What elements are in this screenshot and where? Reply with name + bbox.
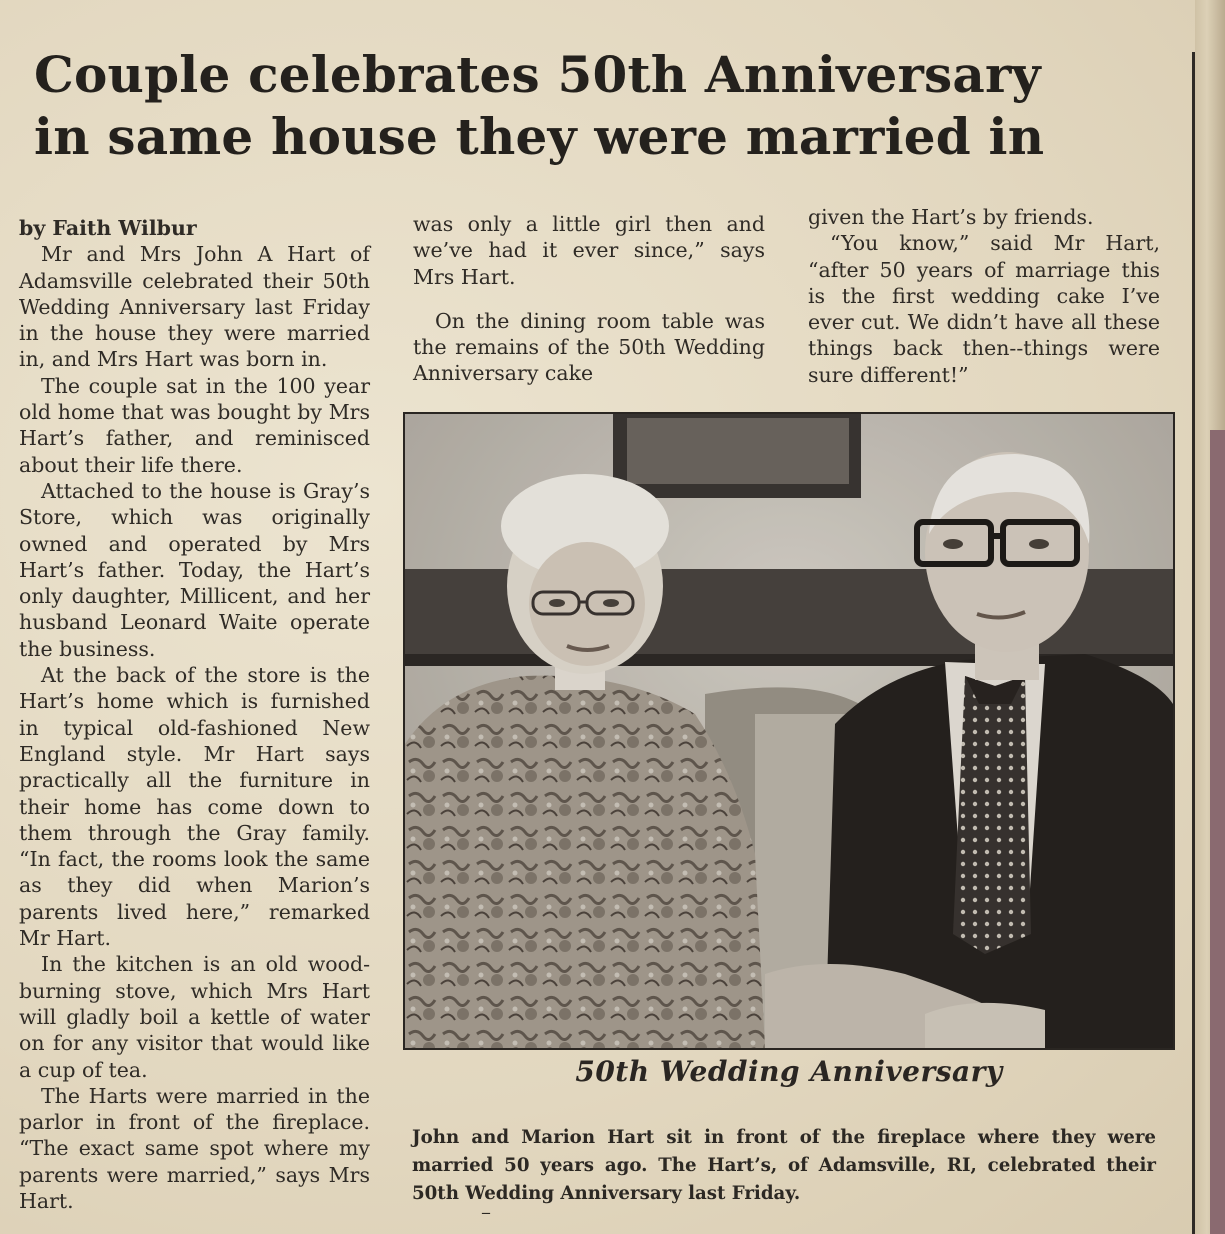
anniversary-photo <box>403 412 1175 1050</box>
photo-caption-title: 50th Wedding Anniversary <box>575 1055 1003 1088</box>
paragraph: given the Hart’s by friends. <box>808 205 1094 229</box>
paragraph: At the back of the store is the Hart’s home which is furnished in typical old-fashioned New England style. Mr Hart says practically all the furniture in their home has come down to them through the Gray family. “In fact, the rooms look the same as they did when Marion’s parents lived here,” remarked Mr Hart. <box>19 663 370 951</box>
paragraph: was only a little girl then and we’ve had it ever since,” says Mrs Hart. <box>413 212 765 289</box>
paragraph: The Harts were married in the parlor in front of the fireplace. “The exact same spot where my parents were married,” says Mrs Hart. <box>19 1083 370 1213</box>
article-column-3 <box>808 204 1160 388</box>
paragraph: On the dining room table was the remains of the 50th Wedding Anniversary cake <box>413 308 765 386</box>
paragraph: In the kitchen is an old wood-burning stove, which Mrs Hart will gladly boil a kettle of water on for any visitor that would like a cup of tea. <box>19 952 370 1082</box>
paragraph: Attached to the house is Gray’s Store, which was originally owned and operated by Mrs Hart’s father. Today, the Hart’s only daughter, Millicent, and her husband Leonard Waite operate the business. <box>19 478 370 661</box>
headline-line-1: Couple celebrates 50th Anniversary <box>34 45 1041 104</box>
headline-line-2: in same house they were married in <box>34 107 1045 166</box>
adjacent-page-edge <box>1210 430 1225 1234</box>
headline <box>34 44 1174 168</box>
article-column-1 <box>19 215 370 1214</box>
column-rule <box>1192 52 1195 1234</box>
paragraph: Mr and Mrs John A Hart of Adamsville celebrated their 50th Wedding Anniversary last Friday in the house they were married in, and Mrs Hart was born in. <box>19 242 370 372</box>
paragraph: The couple sat in the 100 year old home that was bought by Mrs Hart’s father, and reminisced about their life there. <box>19 373 370 477</box>
paragraph: “You know,” said Mr Hart, “after 50 years of marriage this is the first wedding cake I’ve ever cut. We didn’t have all these things back then--things were sure different!” <box>808 231 1160 387</box>
end-mark: – <box>482 1204 490 1221</box>
byline: by Faith Wilbur <box>19 216 197 240</box>
photo-caption: John and Marion Hart sit in front of the fireplace where they were married 50 years ago. The Hart’s, of Adamsville, RI, celebrated their 50th Wedding Anniversary last Friday. <box>412 1127 1156 1205</box>
article-column-2 <box>413 211 765 387</box>
